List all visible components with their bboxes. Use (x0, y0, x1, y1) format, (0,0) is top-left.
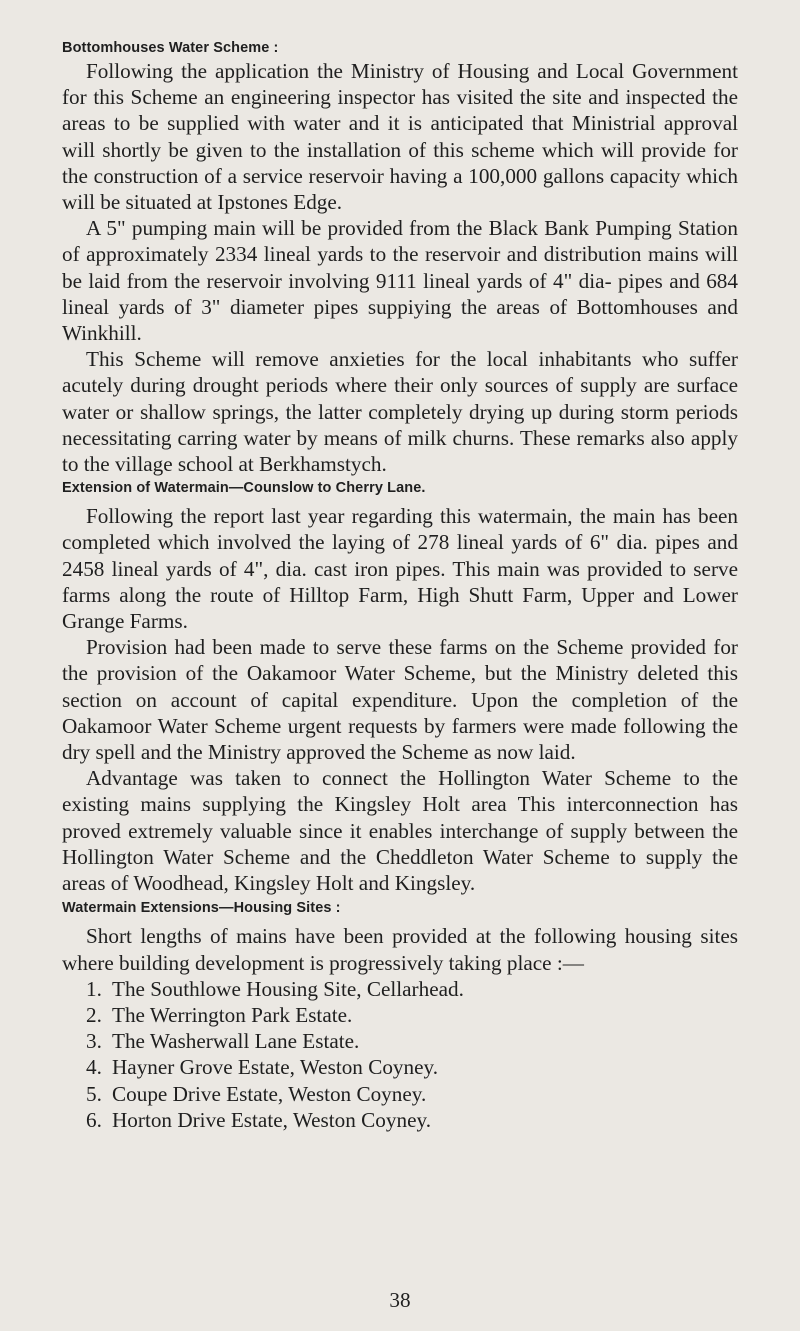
paragraph: Provision had been made to serve these farms on the Scheme provided for the provision of the Oakamoor Water Scheme, but the Ministry deleted this section on account of capital expenditure. Upon the completion of the Oakamoor Water Scheme urgent requests by farmers were made following the dry spell and the Ministry approved the Scheme as now laid. (62, 635, 738, 765)
list-item-text: Coupe Drive Estate, Weston Coyney. (112, 1081, 427, 1106)
list-item-text: The Southlowe Housing Site, Cellarhead. (112, 976, 464, 1001)
page-number: 38 (389, 1288, 411, 1312)
list-item-number: 2. (86, 1002, 102, 1027)
section-counslow-extension (62, 478, 738, 896)
section-heading: Watermain Extensions—Housing Sites : (62, 900, 341, 917)
list-item-text: The Werrington Park Estate. (112, 1002, 353, 1027)
list-item-number: 5. (86, 1081, 102, 1106)
section-housing-sites (62, 898, 738, 1133)
list-item-text: The Washerwall Lane Estate. (112, 1029, 360, 1054)
list-item-text: Hayner Grove Estate, Weston Coyney. (112, 1055, 439, 1080)
paragraph: A 5" pumping main will be provided from the Black Bank Pumping Station of approximately 2334 lineal yards to the reservoir and distribution mains will be laid from the reservoir involving 9111 lineal yards of 4" dia- pipes and 684 lineal yards of 3" diameter pipes suppiying the areas of Bottomhouses and Winkhill. (62, 216, 738, 346)
list-item (86, 1081, 738, 1107)
list-item-text: Horton Drive Estate, Weston Coyney. (112, 1107, 431, 1132)
list-item-number: 4. (86, 1055, 102, 1080)
page-content (62, 38, 738, 1133)
paragraph: Following the report last year regarding this watermain, the main has been completed which involved the laying of 278 lineal yards of 6" dia. pipes and 2458 lineal yards of 4", dia. cast iron pipes. This main was provided to serve farms along the route of Hilltop Farm, High Shutt Farm, Upper and Lower Grange Farms. (62, 504, 738, 634)
paragraph: This Scheme will remove anxieties for the local inhabitants who suffer acutely during drought periods where their only sources of supply are surface water or shallow springs, the latter completely drying up during storm periods necessitating carring water by means of milk churns. These remarks also apply to the village school at Berkhamstych. (62, 347, 738, 477)
paragraph: Short lengths of mains have been provided at the following housing sites where building development is progressively taking place :— (62, 924, 738, 975)
section-bottomhouses (62, 38, 738, 477)
list-item-number: 3. (86, 1029, 102, 1054)
list-item (86, 1054, 738, 1080)
list-item-number: 1. (86, 976, 102, 1001)
paragraph: Following the application the Ministry of Housing and Local Government for this Scheme an engineering inspector has visited the site and inspected the areas to be supplied with water and it is anticipated that Ministrial approval will shortly be given to the installation of this scheme which will provide for the construction of a service reservoir having a 100,000 gallons capacity which will be situated at Ipstones Edge. (62, 59, 738, 215)
list-item-number: 6. (86, 1107, 102, 1132)
list-item (86, 1107, 738, 1133)
paragraph: Advantage was taken to connect the Hollington Water Scheme to the existing mains supplying the Kingsley Holt area This interconnection has proved extremely valuable since it enables interchange of supply between the Hollington Water Scheme and the Cheddleton Water Scheme to supply the areas of Woodhead, Kingsley Holt and Kingsley. (62, 766, 738, 896)
list-item (86, 1028, 738, 1054)
housing-sites-list (62, 976, 738, 1133)
list-item (86, 1002, 738, 1028)
section-heading: Extension of Watermain—Counslow to Cherry Lane. (62, 480, 426, 497)
section-heading: Bottomhouses Water Scheme : (62, 40, 279, 56)
list-item (86, 976, 738, 1002)
